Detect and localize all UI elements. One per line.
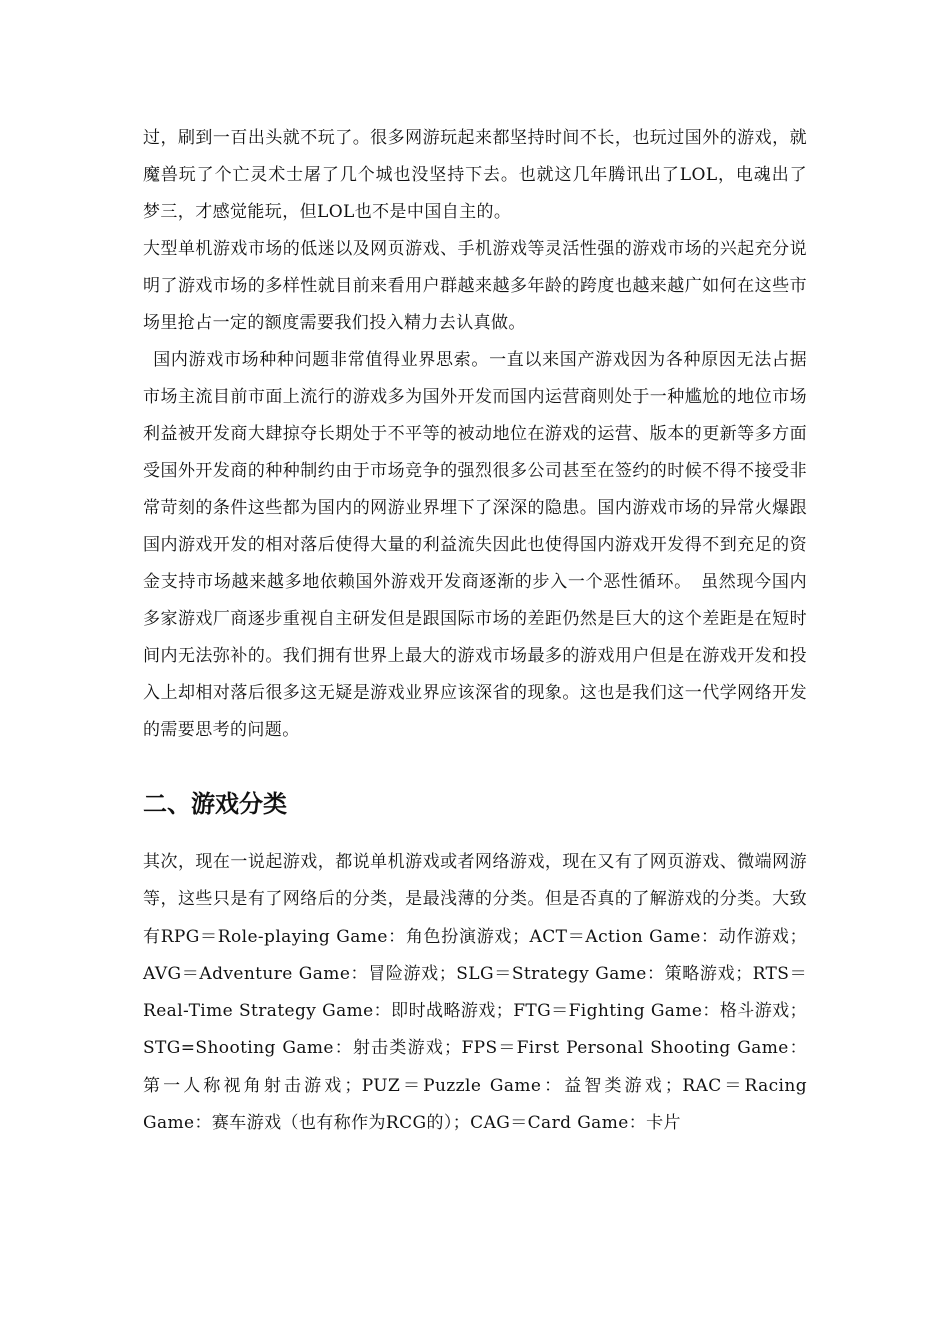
paragraph-2: 大型单机游戏市场的低迷以及网页游戏、手机游戏等灵活性强的游戏市场的兴起充分说明了游戏市场的多样性就目前来看用户群越来越多年龄的跨度也越来越广如何在这些市场里抢占一定的额度需要我们投入精力去认真做。 xyxy=(143,239,807,333)
paragraph-4: 其次，现在一说起游戏，都说单机游戏或者网络游戏，现在又有了网页游戏、微端网游等，这些只是有了网络后的分类，是最浅薄的分类。但是否真的了解游戏的分类。大致有RPG＝Role-playing Game：角色扮演游戏；ACT＝Action Game：动作游戏；AVG＝Adventure Game：冒险游戏；SLG＝Strategy Game：策略游戏；RTS＝Real-Time Strategy Game：即时战略游戏；FTG＝Fighting Game：格斗游戏；STG=Shooting Game：射击类游戏；FPS＝First Personal Shooting Game：第一人称视角射击游戏；PUZ＝Puzzle Game：益智类游戏；RAC＝Racing Game：赛车游戏（也有称作为RCG的）；CAG＝Card Game：卡片 xyxy=(143,852,807,1134)
section-heading: 二、游戏分类 xyxy=(143,790,287,818)
document-page xyxy=(143,120,807,1142)
paragraph-3: 国内游戏市场种种问题非常值得业界思索。一直以来国产游戏因为各种原因无法占据市场主流目前市面上流行的游戏多为国外开发而国内运营商则处于一种尴尬的地位市场利益被开发商大肆掠夺长期处于不平等的被动地位在游戏的运营、版本的更新等多方面受国外开发商的种种制约由于市场竞争的强烈很多公司甚至在签约的时候不得不接受非常苛刻的条件这些都为国内的网游业界埋下了深深的隐患。国内游戏市场的异常火爆跟国内游戏开发的相对落后使得大量的利益流失因此也使得国内游戏开发得不到充足的资金支持市场越来越多地依赖国外游戏开发商逐渐的步入一个恶性循环。 虽然现今国内多家游戏厂商逐步重视自主研发但是跟国际市场的差距仍然是巨大的这个差距是在短时间内无法弥补的。我们拥有世界上最大的游戏市场最多的游戏用户但是在游戏开发和投入上却相对落后很多这无疑是游戏业界应该深省的现象。这也是我们这一代学网络开发的需要思考的问题。 xyxy=(143,350,807,740)
paragraph-1: 过，刷到一百出头就不玩了。很多网游玩起来都坚持时间不长，也玩过国外的游戏，就魔兽玩了个亡灵术士屠了几个城也没坚持下去。也就这几年腾讯出了LOL，电魂出了梦三，才感觉能玩，但LOL也不是中国自主的。 xyxy=(143,128,807,222)
section-body xyxy=(143,844,807,1142)
